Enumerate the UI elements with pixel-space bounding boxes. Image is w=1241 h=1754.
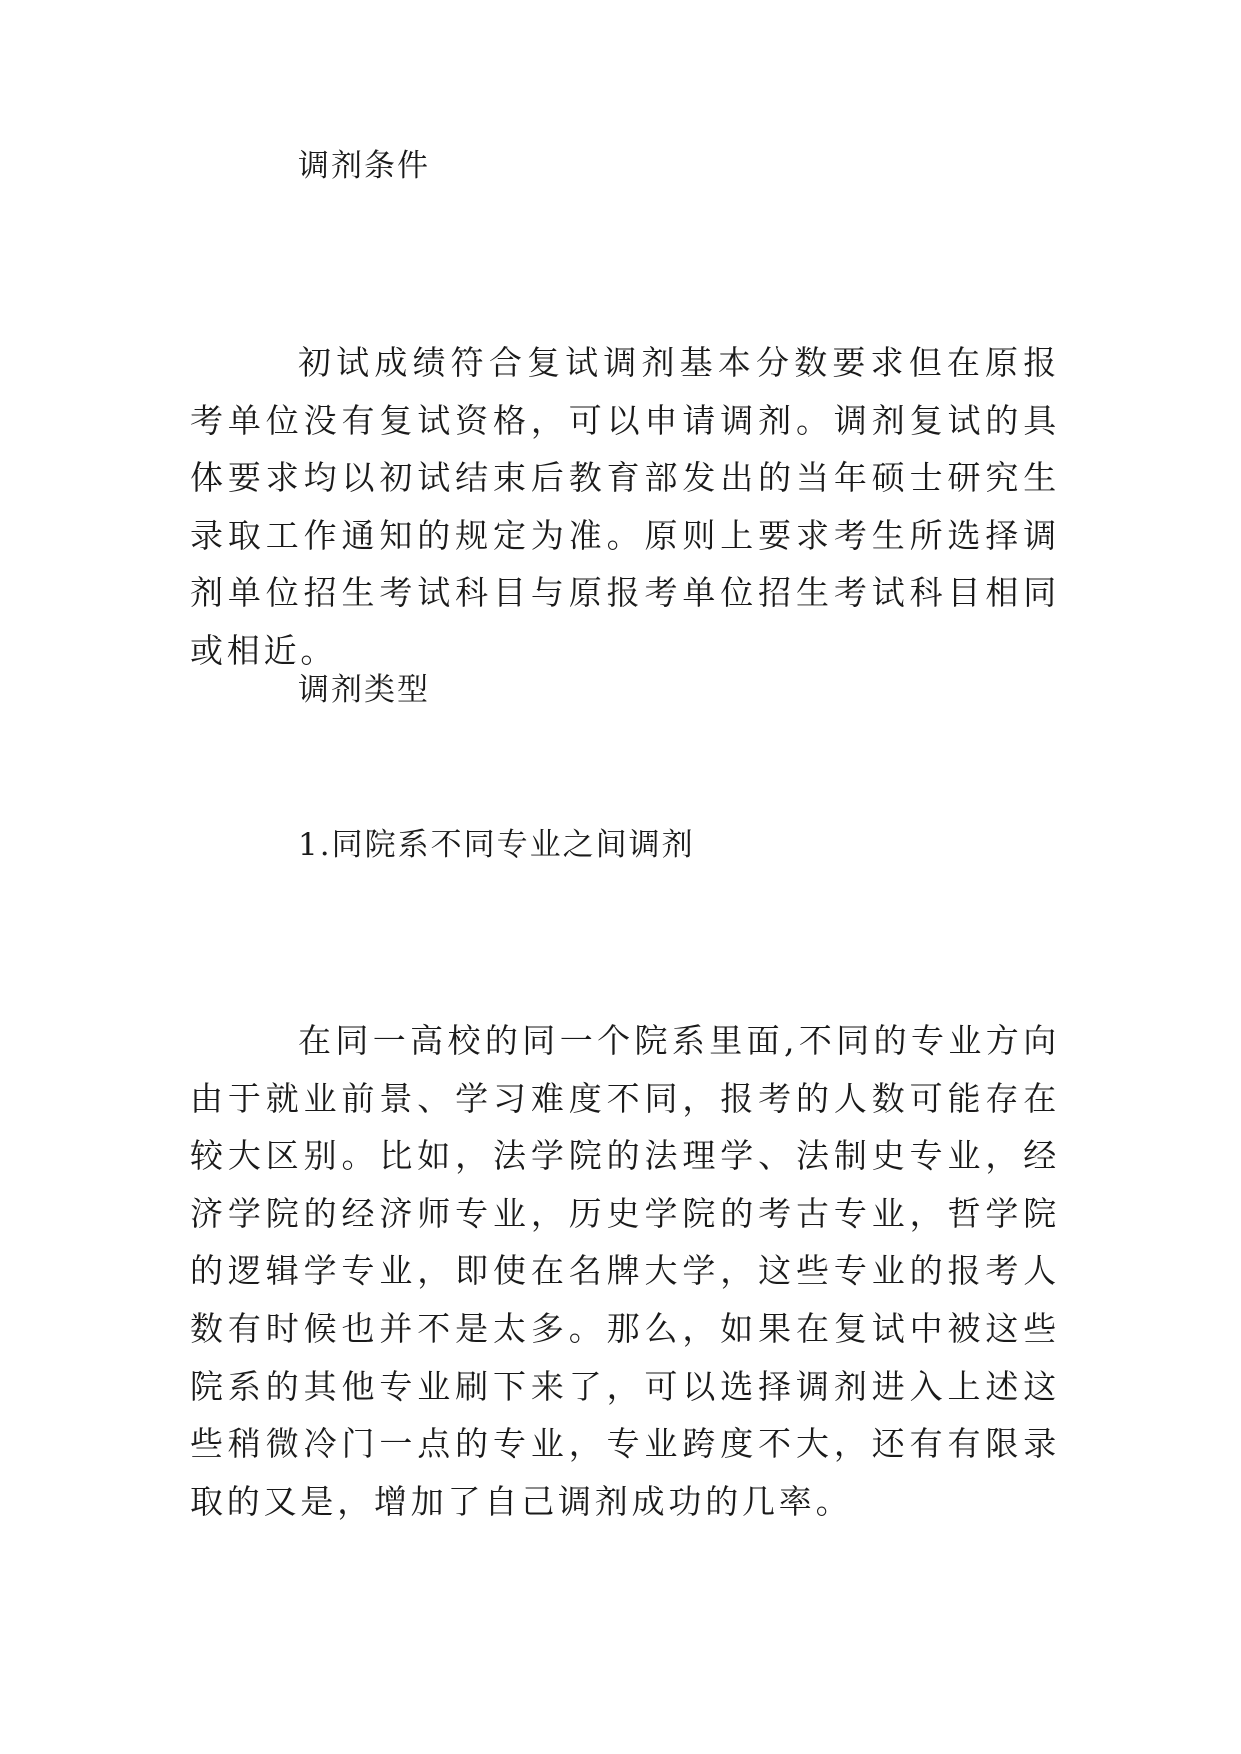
subsection-heading-type-1: 1.同院系不同专业之间调剂 (298, 827, 695, 863)
paragraph-type-1: 在同一高校的同一个院系里面,不同的专业方向由于就业前景、学习难度不同，报考的人数可能存在较大区别。比如，法学院的法理学、法制史专业，经济学院的经济师专业，历史学院的考古专业，哲学院的逻辑学专业，即使在名牌大学，这些专业的报考人数有时候也并不是太多。那么，如果在复试中被这些院系的其他专业刷下来了，可以选择调剂进入上述这些稍微冷门一点的专业，专业跨度不大，还有有限录取的又是，增加了自己调剂成功的几率。 (190, 1021, 1060, 1521)
paragraph-conditions: 初试成绩符合复试调剂基本分数要求但在原报考单位没有复试资格，可以申请调剂。调剂复试的具体要求均以初试结束后教育部发出的当年硕士研究生录取工作通知的规定为准。原则上要求考生所选择调剂单位招生考试科目与原报考单位招生考试科目相同或相近。 (190, 343, 1060, 670)
section-heading-types: 调剂类型 (298, 672, 430, 708)
section-heading-conditions: 调剂条件 (298, 148, 430, 184)
